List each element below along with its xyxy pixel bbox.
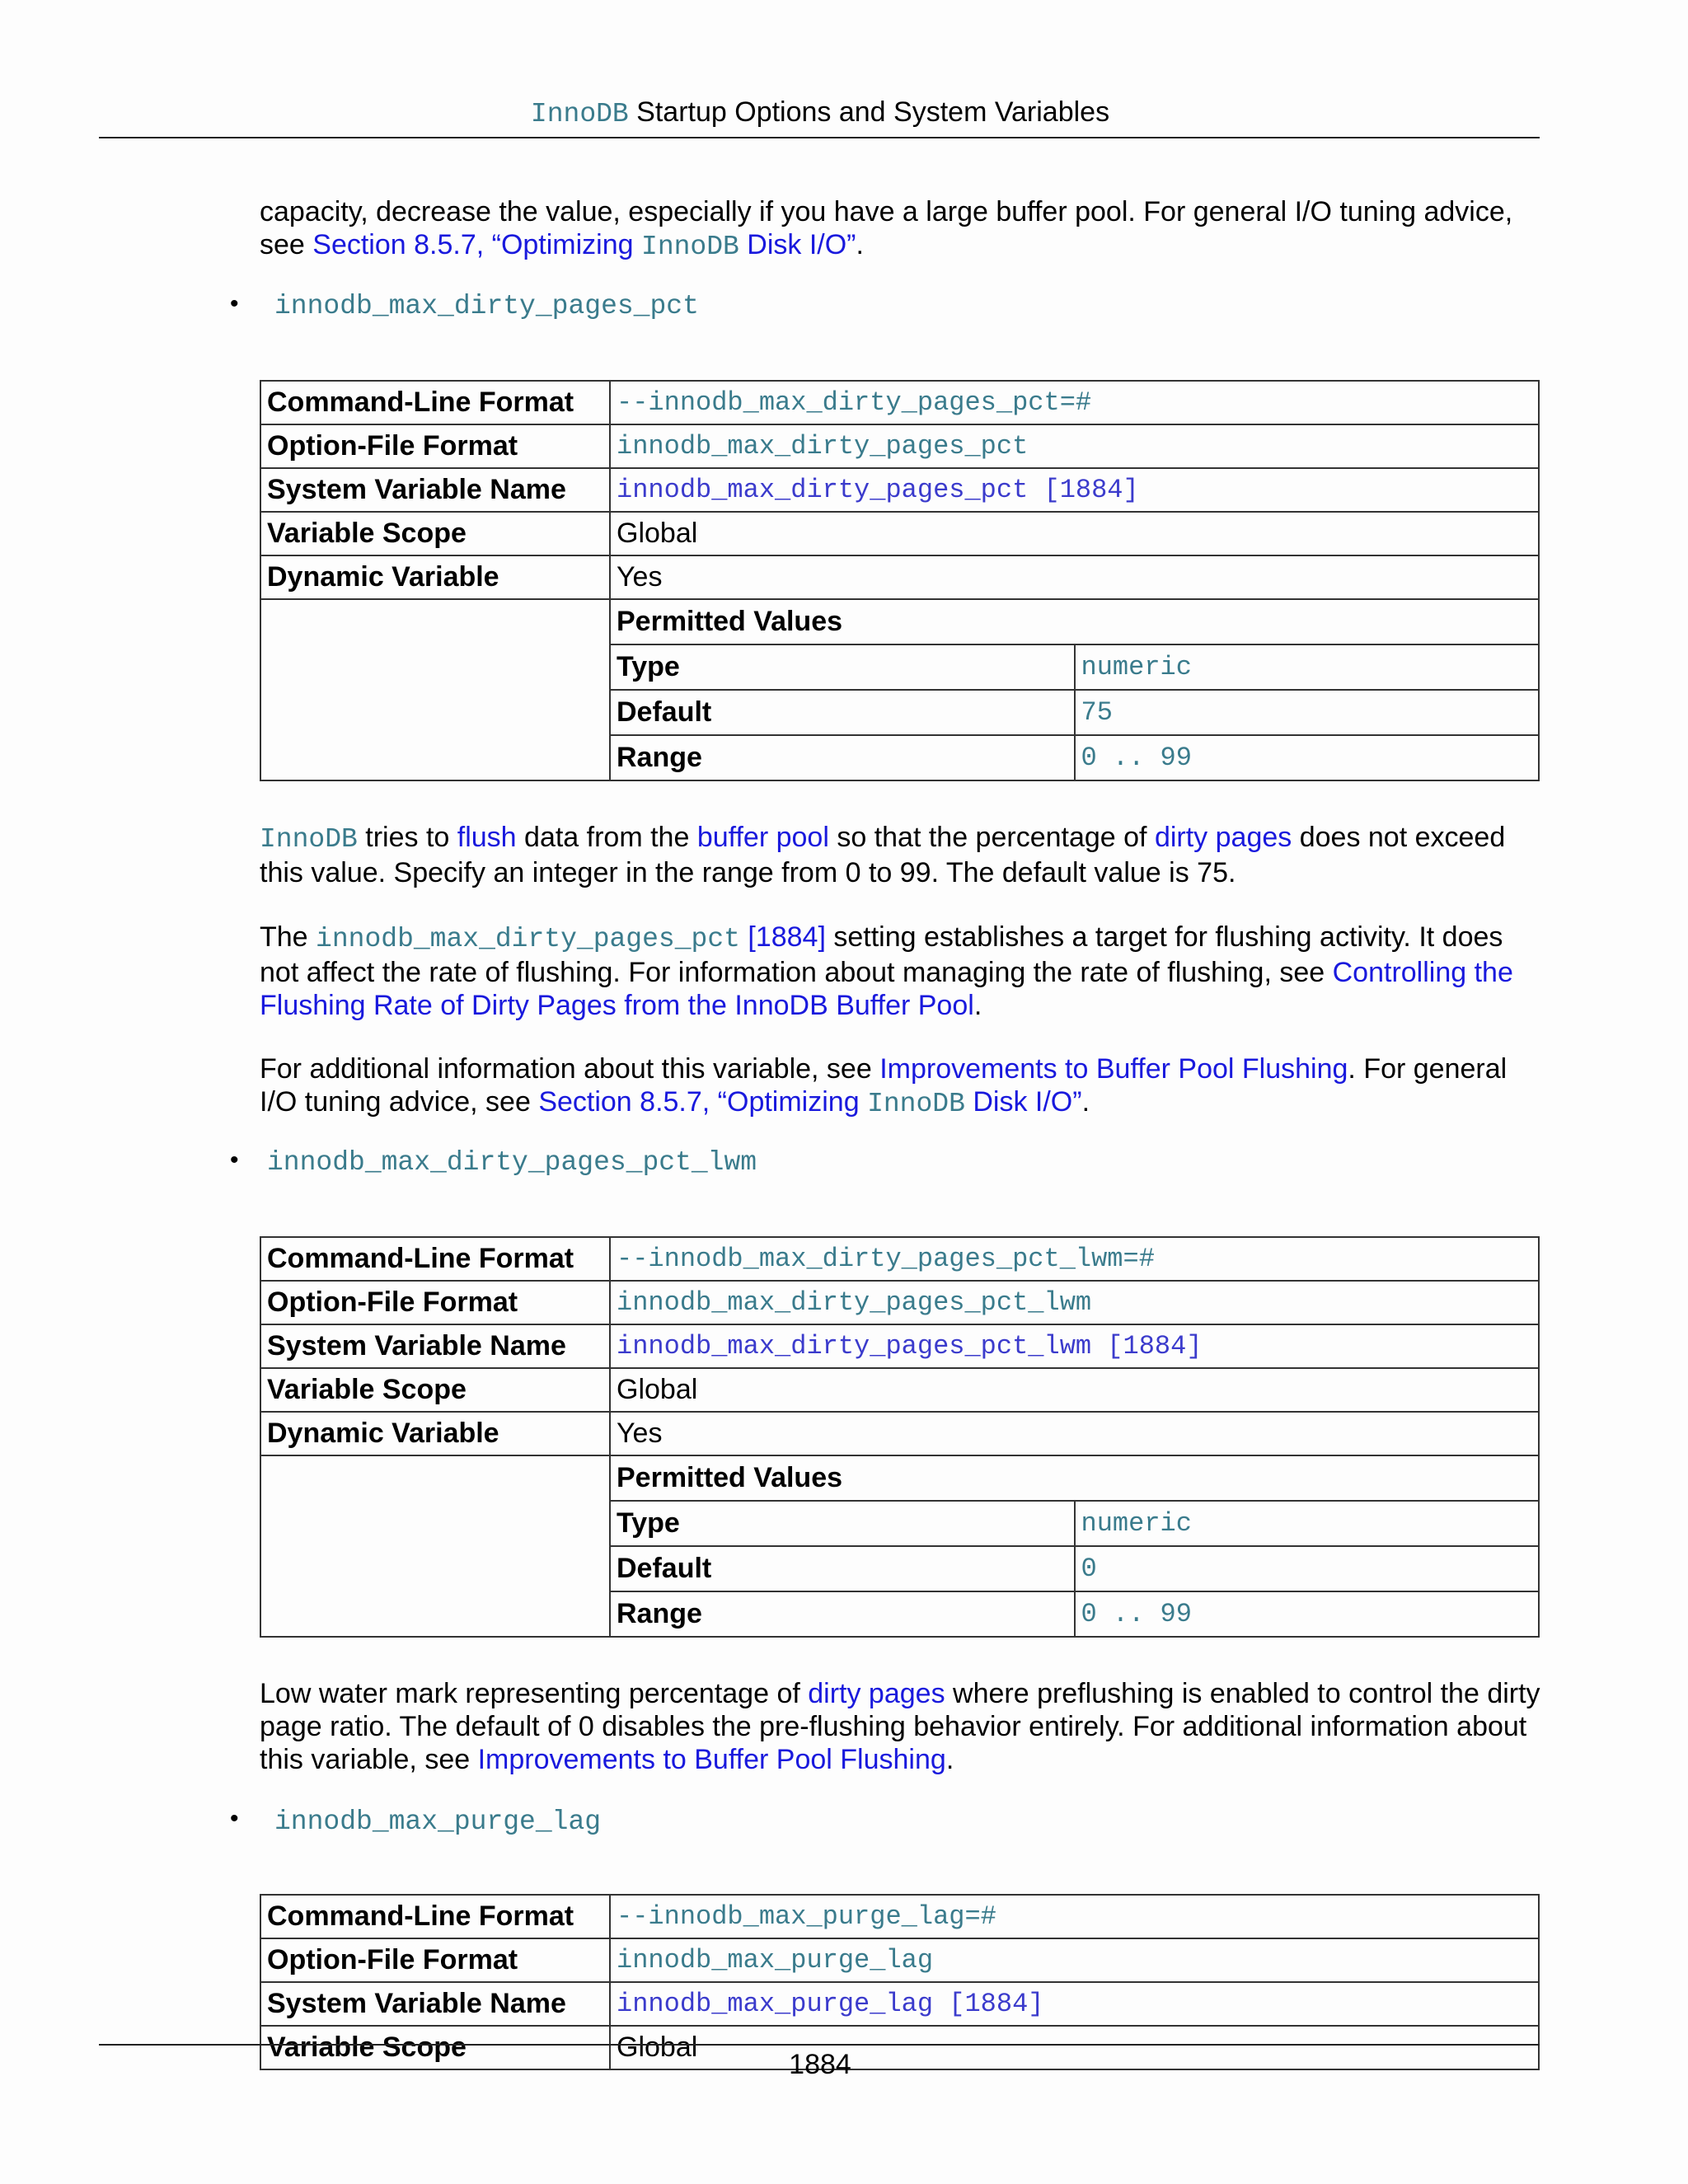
table-row: System Variable Name innodb_max_dirty_pages_pct [1884] — [260, 468, 1539, 512]
dirty-pages-link[interactable]: dirty pages — [808, 1678, 945, 1709]
var1-desc-paragraph-3: For additional information about this variable, see Improvements to Buffer Pool Flushing. For general I/O tuning advice, see Section 8.5.7, “Optimizing InnoDB Disk I/O”. — [260, 1053, 1507, 1119]
var1-options-table — [260, 380, 1540, 781]
var2-title[interactable]: innodb_max_dirty_pages_pct_lwm — [267, 1147, 757, 1178]
controlling-flushing-rate-link[interactable]: Controlling the Flushing Rate of Dirty Pages from the InnoDB Buffer Pool — [260, 957, 1513, 1021]
header-title: Startup Options and System Variables — [628, 96, 1110, 128]
var1-ref-link[interactable]: [1884] — [739, 921, 826, 953]
header-code: InnoDB — [530, 99, 629, 129]
var1-desc-paragraph-1: InnoDB tries to flush data from the buffer pool so that the percentage of dirty pages does not exceed this value. Specify an integer in the range from 0 to 99. The default value is 75. — [260, 822, 1506, 888]
var1-sysvar-link[interactable]: innodb_max_dirty_pages_pct [1884] — [610, 468, 1539, 512]
table-row: Option-File Format innodb_max_dirty_pages_pct_lwm — [260, 1281, 1539, 1324]
table-row: System Variable Name innodb_max_dirty_pages_pct_lwm [1884] — [260, 1324, 1539, 1368]
disk-io-link[interactable]: Section 8.5.7, “Optimizing InnoDB Disk I/O” — [538, 1086, 1082, 1119]
buffer-pool-link[interactable]: buffer pool — [696, 822, 829, 853]
var2-sysvar-link[interactable]: innodb_max_dirty_pages_pct_lwm [1884] — [610, 1324, 1539, 1368]
table-row: Variable Scope Global — [260, 512, 1539, 555]
var1-desc-paragraph-2: The innodb_max_dirty_pages_pct [1884] setting establishes a target for flushing activity. It does not affect the rate of flushing. For information about managing the rate of flushing, see Controlling the Flushing Rate of Dirty Pages from the InnoDB Buffer Pool. — [260, 921, 1513, 1021]
bullet-icon: • — [230, 1146, 239, 1174]
table-row: Variable Scope Global — [260, 2026, 1539, 2069]
permitted-values-row — [260, 1455, 1539, 1637]
improvements-flushing-link[interactable]: Improvements to Buffer Pool Flushing — [477, 1744, 946, 1775]
page-header — [0, 96, 1640, 129]
bullet-icon: • — [230, 1805, 239, 1832]
permitted-values-table: Permitted Values Type numeric Default 75 Range 0 .. 99 — [611, 600, 1538, 780]
dirty-pages-link[interactable]: dirty pages — [1154, 822, 1292, 853]
header-divider — [99, 137, 1540, 138]
permitted-values-row — [260, 599, 1539, 780]
table-row: Dynamic Variable Yes — [260, 555, 1539, 599]
table-row: System Variable Name innodb_max_purge_lag [1884] — [260, 1982, 1539, 2026]
permitted-values-table: Permitted Values Type numeric Default 0 Range 0 .. 99 — [611, 1456, 1538, 1636]
intro-disk-io-link[interactable]: Section 8.5.7, “Optimizing InnoDB Disk I/O” — [312, 229, 856, 262]
bullet-icon: • — [230, 290, 239, 317]
page-number: 1884 — [789, 2049, 851, 2080]
table-row: Option-File Format innodb_max_purge_lag — [260, 1938, 1539, 1982]
var2-options-table — [260, 1236, 1540, 1638]
var1-title[interactable]: innodb_max_dirty_pages_pct — [274, 291, 699, 321]
improvements-flushing-link[interactable]: Improvements to Buffer Pool Flushing — [879, 1053, 1348, 1085]
table-row: Command-Line Format --innodb_max_purge_lag=# — [260, 1895, 1539, 1938]
var3-sysvar-link[interactable]: innodb_max_purge_lag [1884] — [610, 1982, 1539, 2026]
intro-paragraph: capacity, decrease the value, especially if you have a large buffer pool. For general I/O tuning advice, see Section 8.5.7, “Optimizing InnoDB Disk I/O”. — [260, 196, 1513, 262]
flush-link[interactable]: flush — [457, 822, 517, 853]
table-row: Variable Scope Global — [260, 1368, 1539, 1412]
table-row: Dynamic Variable Yes — [260, 1412, 1539, 1455]
footer-divider — [99, 2044, 1540, 2046]
table-row: Option-File Format innodb_max_dirty_pages_pct — [260, 424, 1539, 468]
table-row: Command-Line Format --innodb_max_dirty_pages_pct=# — [260, 381, 1539, 424]
table-row: Command-Line Format --innodb_max_dirty_pages_pct_lwm=# — [260, 1237, 1539, 1281]
var3-title[interactable]: innodb_max_purge_lag — [274, 1807, 602, 1837]
var2-desc-paragraph: Low water mark representing percentage of dirty pages where preflushing is enabled to control the dirty page ratio. The default of 0 disables the pre-flushing behavior entirely. For additional information about this variable, see Improvements to Buffer Pool Flushing. — [260, 1678, 1540, 1775]
